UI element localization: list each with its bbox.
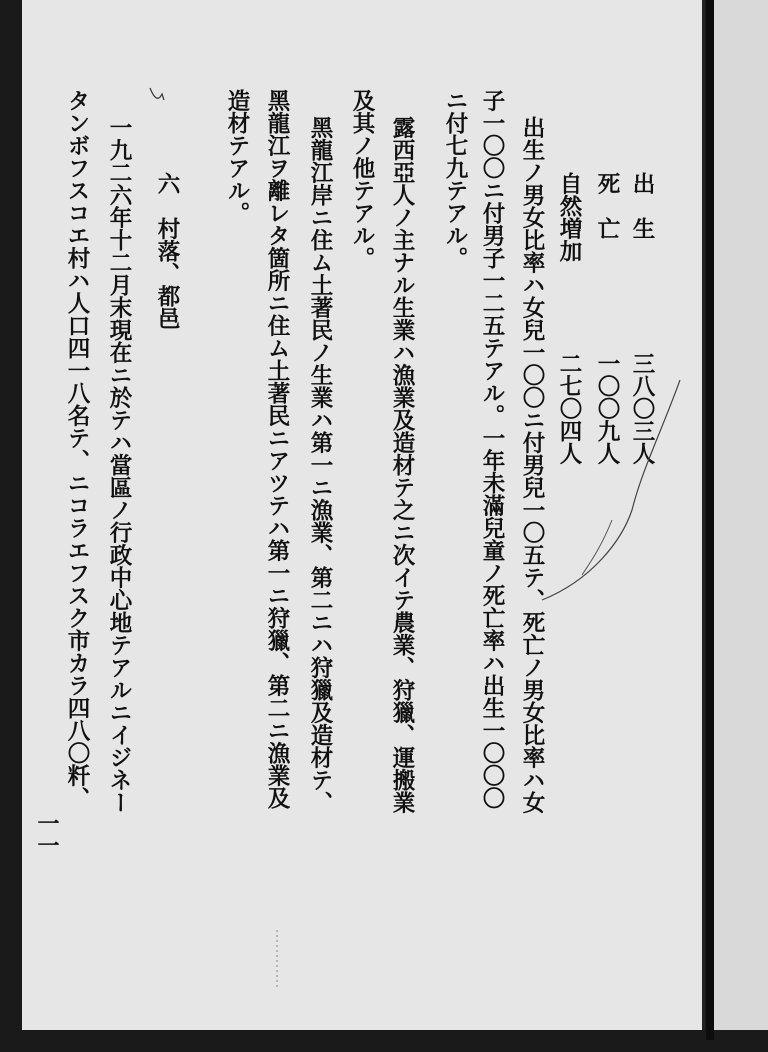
vertical-text-line: 黑龍江ヲ離レタ箇所ニ住ム土著民ニアツテハ第一ニ狩獵、第二ニ漁業及 (264, 89, 290, 809)
document-page (22, 0, 705, 1030)
vertical-text-line: タンボフスコエ村ハ人口四一八名テ、ニコラエフスク市カラ四八〇粁、 (64, 89, 90, 809)
vertical-text-line: 露西亞人ノ主ナル生業ハ漁業及造材テ之ニ次イテ農業、狩獵、運搬業 (389, 116, 415, 814)
vertical-text-line: 造材テアル。 (224, 89, 250, 224)
vertical-text-line: 死 亡 一〇〇九人 (594, 172, 620, 465)
adjacent-page-edge (714, 0, 768, 1030)
pencil-scribble-icon (22, 0, 702, 1030)
vertical-text-line: 黑龍江岸ニ住ム土著民ノ生業ハ第一ニ漁業、第二ニハ狩獵及造材テ、 (307, 116, 333, 814)
page-spine (706, 0, 714, 1040)
page-number: 一一 (34, 812, 60, 856)
vertical-text-line: ニ付七九テアル。 (442, 89, 468, 269)
vertical-text-line: 出生ノ男女比率ハ女兒一〇〇ニ付男兒一〇五テ、死亡ノ男女比率ハ女 (519, 116, 545, 814)
vertical-text-line: 子一〇〇ニ付男子一二五テアル。一年未滿兒童ノ死亡率ハ出生一〇〇〇 (479, 89, 505, 809)
vertical-text-line: 及其ノ他テアル。 (349, 89, 375, 269)
section-heading: 六 村落、都邑 (154, 172, 180, 330)
vertical-text-line: 自然増加 二七〇四人 (556, 172, 582, 465)
vertical-text-line: 一九二六年十二月末現在ニ於テハ當區ノ行政中心地テアルニイジネー (106, 116, 132, 814)
vertical-text-line: 出 生 三八〇三人 (629, 172, 655, 465)
